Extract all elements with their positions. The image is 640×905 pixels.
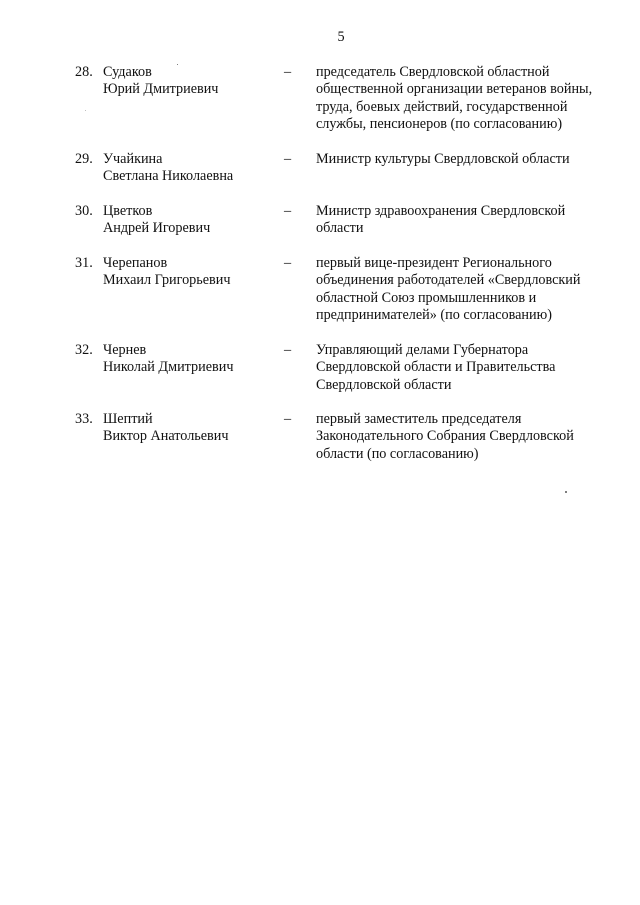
entry-number: 32. [75, 342, 93, 358]
position-line: первый заместитель председателя [316, 411, 522, 427]
dash-separator: – [284, 203, 292, 219]
position-line: председатель Свердловской областной [316, 64, 550, 80]
position-text [316, 411, 626, 463]
person-name [103, 64, 283, 99]
position-line: предпринимателей» (по согласованию) [316, 307, 552, 324]
position-line: Управляющий делами Губернатора [316, 342, 529, 358]
entry-number: 29. [75, 151, 93, 167]
position-text [316, 151, 626, 168]
surname: Судаков [103, 64, 152, 80]
person-name [103, 411, 283, 446]
position-line: Свердловской области и Правительства [316, 359, 556, 376]
dash-separator: – [284, 411, 292, 427]
dash-separator: – [284, 255, 292, 271]
surname: Черепанов [103, 255, 168, 271]
page-number: 5 [337, 29, 345, 45]
scan-speck [565, 491, 567, 493]
surname: Учайкина [103, 151, 163, 167]
position-text [316, 64, 626, 134]
surname: Цветков [103, 203, 153, 219]
scan-speck [177, 64, 178, 65]
dash-separator: – [284, 64, 292, 80]
position-line: службы, пенсионеров (по согласованию) [316, 116, 563, 133]
entry-number: 30. [75, 203, 93, 219]
position-line: общественной организации ветеранов войны, [316, 81, 593, 98]
entry-number: 31. [75, 255, 93, 271]
entry-number: 28. [75, 64, 93, 80]
surname: Чернев [103, 342, 147, 358]
given-names: Виктор Анатольевич [103, 428, 229, 445]
scan-speck [85, 110, 86, 111]
surname: Шептий [103, 411, 153, 427]
position-line: области (по согласованию) [316, 445, 479, 462]
given-names: Михаил Григорьевич [103, 272, 231, 289]
position-line: областной Союз промышленников и [316, 289, 537, 306]
entry-number: 33. [75, 411, 93, 427]
person-name [103, 342, 283, 377]
dash-separator: – [284, 342, 292, 358]
position-line: Министр здравоохранения Свердловской [316, 203, 566, 219]
position-line: объединения работодателей «Свердловский [316, 272, 581, 289]
position-line: Министр культуры Свердловской области [316, 151, 570, 167]
given-names: Андрей Игоревич [103, 220, 211, 237]
position-text [316, 255, 626, 325]
given-names: Светлана Николаевна [103, 168, 234, 185]
position-line: области [316, 220, 364, 237]
person-name [103, 151, 283, 186]
dash-separator: – [284, 151, 292, 167]
given-names: Юрий Дмитриевич [103, 81, 219, 98]
position-line: Свердловской области [316, 376, 452, 393]
position-line: труда, боевых действий, государственной [316, 98, 568, 115]
position-text [316, 342, 626, 394]
given-names: Николай Дмитриевич [103, 359, 234, 376]
position-line: первый вице-президент Регионального [316, 255, 552, 271]
person-name [103, 203, 283, 238]
position-text [316, 203, 626, 238]
person-name [103, 255, 283, 290]
position-line: Законодательного Собрания Свердловской [316, 428, 574, 445]
